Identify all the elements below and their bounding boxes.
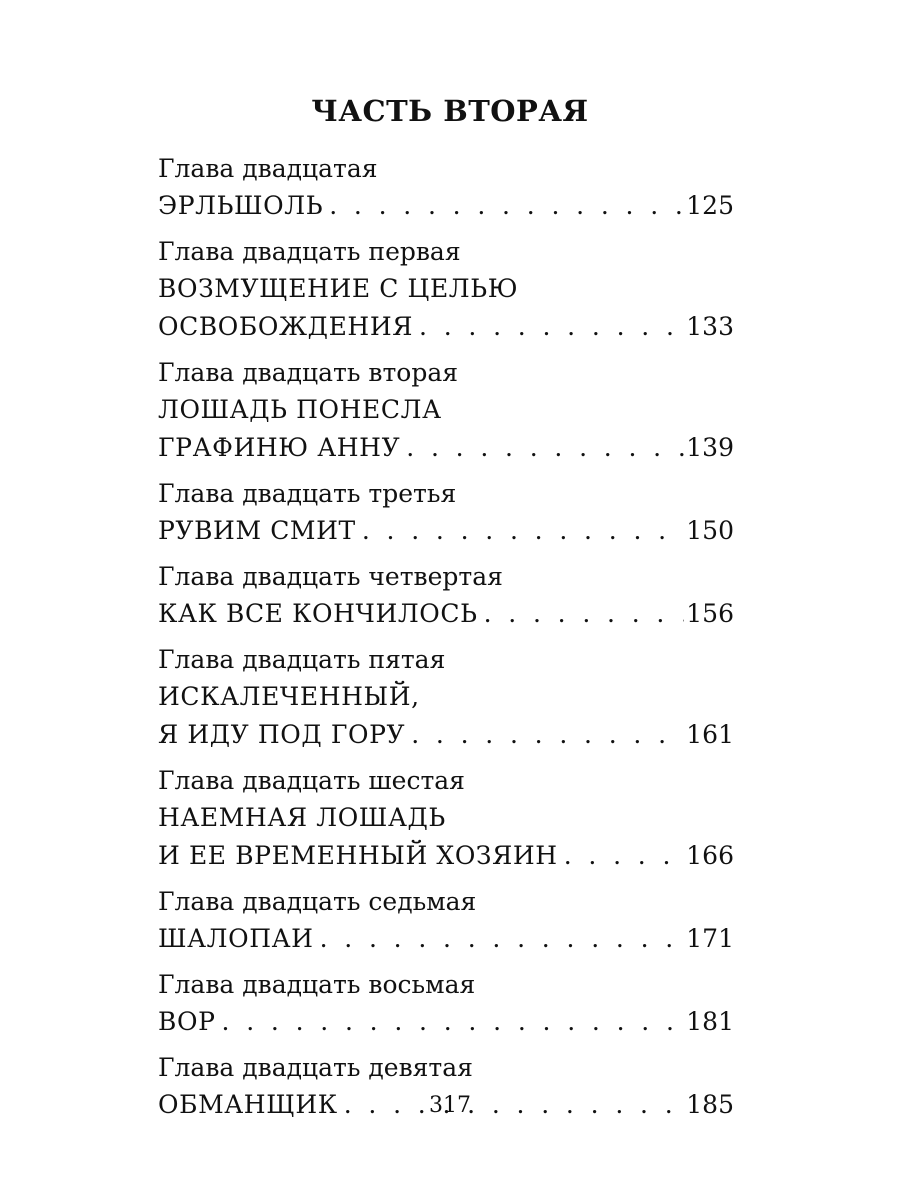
chapter-page-number: 181 <box>686 1007 734 1036</box>
chapter-label: Глава двадцать седьмая <box>158 887 477 916</box>
chapter-page-number: 156 <box>686 599 734 628</box>
chapter-title-text: ЭРЛЬШОЛЬ <box>158 191 324 220</box>
toc-entry <box>158 475 734 550</box>
chapter-title-line: ЛОШАДЬ ПОНЕСЛА <box>158 395 442 424</box>
chapter-page-number: 171 <box>686 924 734 953</box>
chapter-page-number: 161 <box>686 720 734 749</box>
dot-leader <box>320 920 685 958</box>
dot-leader <box>484 595 685 633</box>
chapter-title-text: И ЕЕ ВРЕМЕННЫЙ ХОЗЯИН <box>158 841 558 870</box>
toc-entry <box>158 762 734 875</box>
chapter-title-text: КАК ВСЕ КОНЧИЛОСЬ <box>158 599 478 628</box>
toc-entry <box>158 354 734 467</box>
chapter-page-number: 185 <box>686 1090 734 1119</box>
chapter-title-line: НАЕМНАЯ ЛОШАДЬ <box>158 803 446 832</box>
toc-entry <box>158 966 734 1041</box>
chapter-title-leader-line <box>158 187 734 225</box>
toc-entry <box>158 641 734 754</box>
dot-leader <box>411 716 684 754</box>
chapter-title-leader-line <box>158 837 734 875</box>
chapter-label: Глава двадцать четвертая <box>158 562 503 591</box>
chapter-title-leader-line <box>158 920 734 958</box>
chapter-page-number: 150 <box>686 516 734 545</box>
chapter-title-text: ГРАФИНЮ АННУ <box>158 433 401 462</box>
chapter-title-leader-line <box>158 308 734 346</box>
chapter-page-number: 125 <box>686 191 734 220</box>
chapter-title-leader-line <box>158 1003 734 1041</box>
table-of-contents <box>158 150 734 1132</box>
page-number: 317 <box>429 1093 471 1118</box>
dot-leader <box>564 837 685 875</box>
chapter-label: Глава двадцать восьмая <box>158 970 476 999</box>
chapter-title-text: ОБМАНЩИК <box>158 1090 338 1119</box>
chapter-title-text: Я ИДУ ПОД ГОРУ <box>158 720 406 749</box>
toc-entry <box>158 150 734 225</box>
chapter-label: Глава двадцать первая <box>158 237 461 266</box>
chapter-page-number: 133 <box>686 312 734 341</box>
dot-leader <box>406 429 684 467</box>
dot-leader <box>329 187 684 225</box>
chapter-title-line: ВОЗМУЩЕНИЕ С ЦЕЛЬЮ <box>158 274 519 303</box>
chapter-label: Глава двадцать девятая <box>158 1053 473 1082</box>
chapter-label: Глава двадцатая <box>158 154 378 183</box>
chapter-title-line: ИСКАЛЕЧЕННЫЙ, <box>158 682 420 711</box>
chapter-label: Глава двадцать пятая <box>158 645 446 674</box>
chapter-label: Глава двадцать третья <box>158 479 457 508</box>
chapter-page-number: 139 <box>686 433 734 462</box>
chapter-title-leader-line <box>158 716 734 754</box>
chapter-page-number: 166 <box>686 841 734 870</box>
chapter-title-text: РУВИМ СМИТ <box>158 516 356 545</box>
toc-entry <box>158 883 734 958</box>
dot-leader <box>222 1003 685 1041</box>
chapter-title-leader-line <box>158 429 734 467</box>
dot-leader <box>419 308 684 346</box>
toc-entry <box>158 233 734 346</box>
chapter-title-text: ШАЛОПАИ <box>158 924 314 953</box>
chapter-title-leader-line <box>158 512 734 550</box>
chapter-title-text: ОСВОБОЖДЕНИЯ <box>158 312 414 341</box>
section-title: ЧАСТЬ ВТОРАЯ <box>311 94 589 128</box>
chapter-label: Глава двадцать вторая <box>158 358 459 387</box>
toc-entry <box>158 558 734 633</box>
dot-leader <box>362 512 684 550</box>
chapter-title-leader-line <box>158 595 734 633</box>
chapter-title-text: ВОР <box>158 1007 216 1036</box>
chapter-label: Глава двадцать шестая <box>158 766 465 795</box>
